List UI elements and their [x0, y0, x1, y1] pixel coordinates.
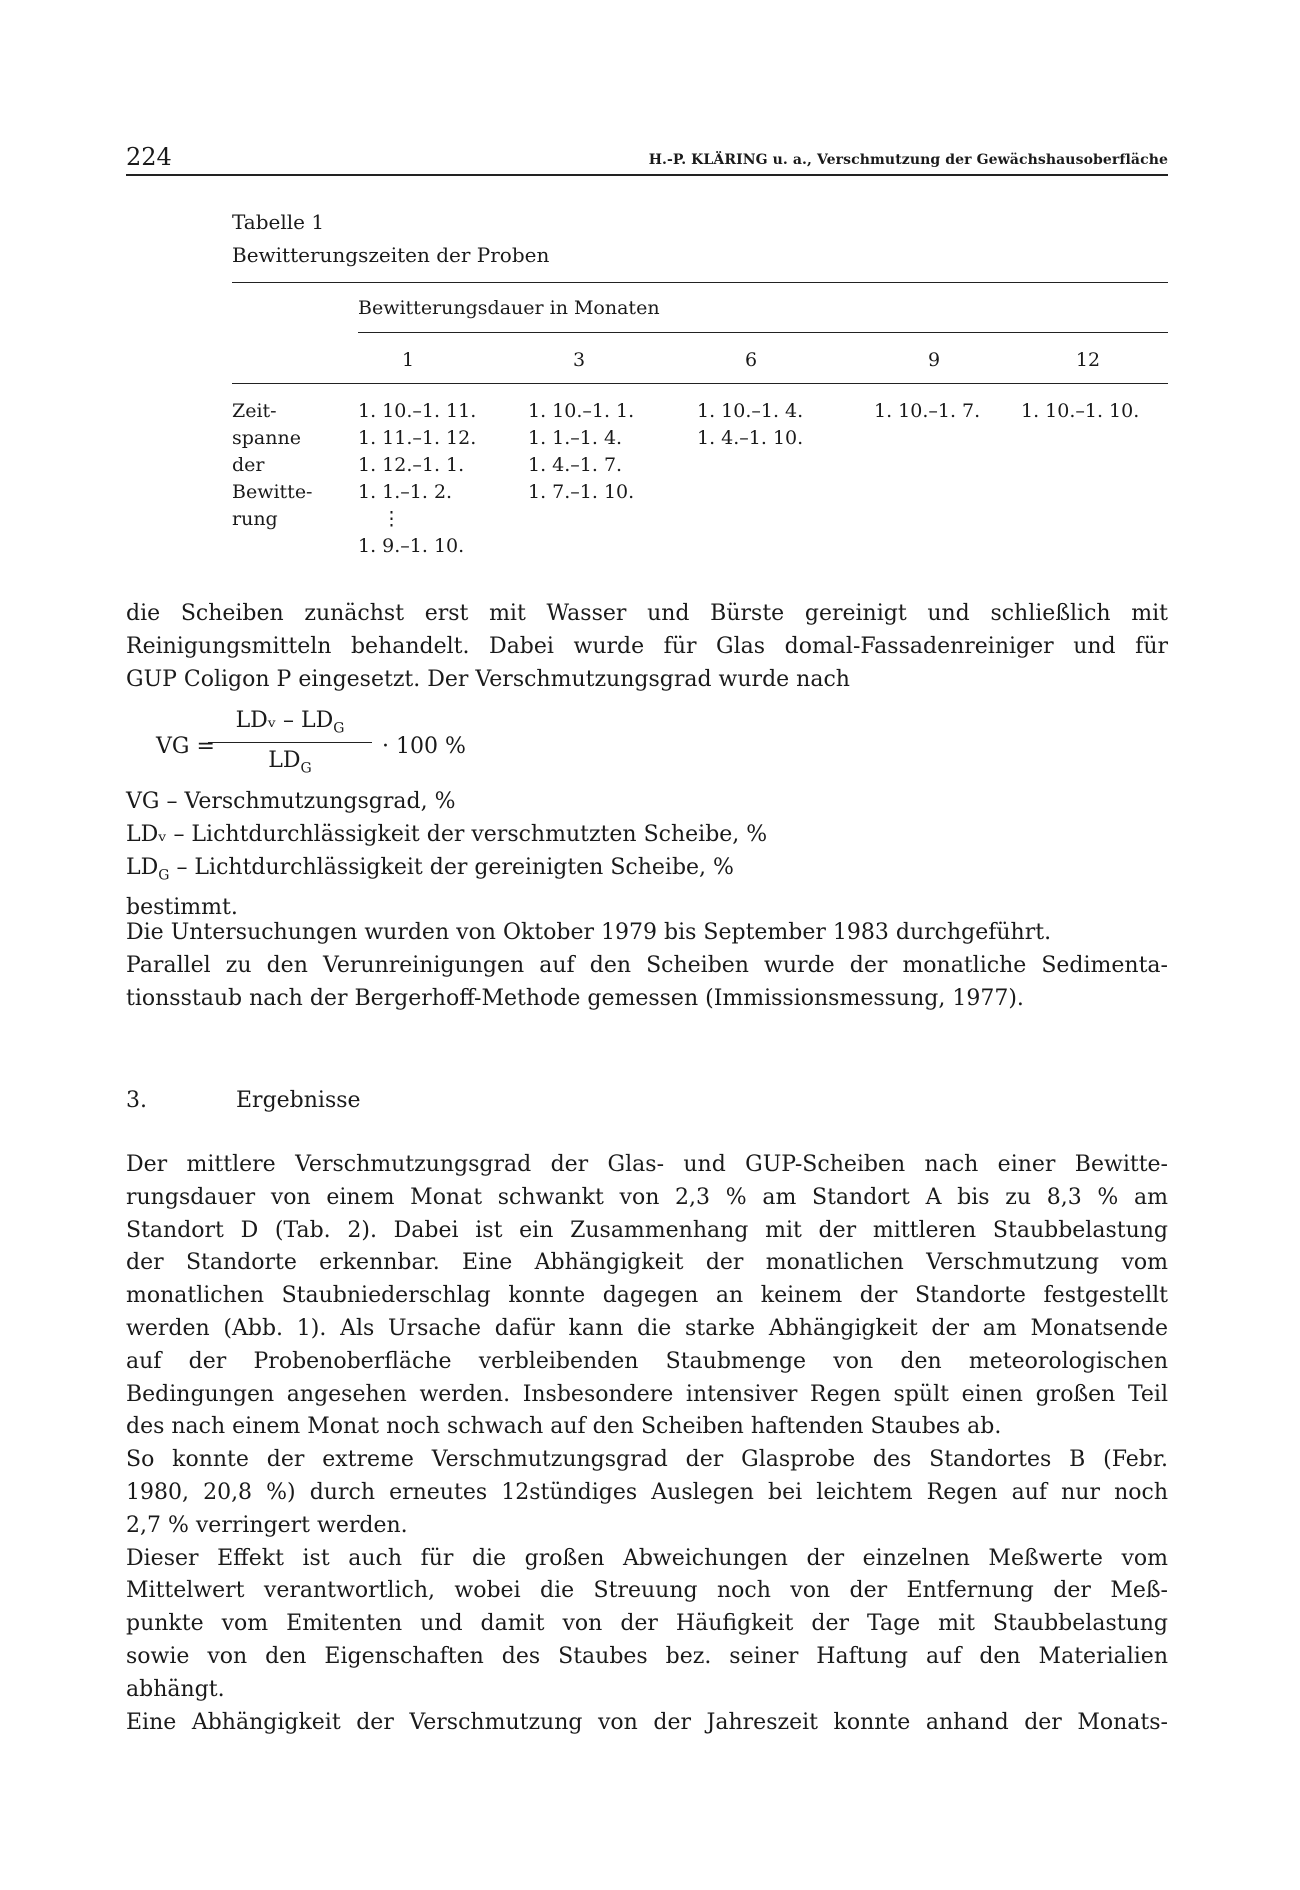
row-label: Zeit- spanne der Bewitte- rung	[232, 400, 313, 530]
column-12-cells: 1. 10.–1. 10.	[1021, 400, 1140, 422]
paragraph-period: Die Untersuchungen wurden von Oktober 1979 bis September 1983 durchgeführt. Parallel zu den Verunreinigungen auf den Scheiben wurde der monatliche Sedimenta- tionsstaub nach der Bergerhoff-Methode gemessen (Immissionsmessung, 1977).	[126, 920, 1168, 1011]
formula-vg: VG = LDᵥ – $LD_G$ $LD_G$ · 100 %	[156, 708, 466, 777]
running-title: H.-P. KLÄRING u. a., Verschmutzung der Gewächshausoberfläche	[648, 152, 1168, 168]
table-title: Bewitterungszeiten der Proben	[232, 243, 550, 267]
column-header-3: 3	[572, 349, 586, 371]
column-header-1: 1	[401, 349, 415, 371]
section-number: 3.	[126, 1088, 147, 1113]
paragraph-cleaning: die Scheiben zunächst erst mit Wasser und Bürste gereinigt und schließlich mit Reinigungsmitteln behandelt. Dabei wurde für Glas domal-Fassadenreiniger und für GUP Coligon P eingesetzt. Der Verschmutzungsgrad wurde nach	[126, 601, 1168, 692]
column-header-6: 6	[744, 349, 758, 371]
running-head	[126, 143, 1168, 176]
column-1-cells: 1. 10.–1. 11. 1. 11.–1. 12. 1. 12.–1. 1. 1. 1.–1. 2. ⋮ 1. 9.–1. 10.	[358, 400, 477, 557]
table-group-header: Bewitterungsdauer in Monaten	[358, 297, 660, 319]
column-9-cells: 1. 10.–1. 7.	[874, 400, 981, 422]
column-header-12: 12	[1075, 349, 1101, 371]
column-6-cells: 1. 10.–1. 4. 1. 4.–1. 10.	[697, 400, 804, 449]
paragraph-results: Der mittlere Verschmutzungsgrad der Glas- und GUP-Scheiben nach einer Bewitte- rungsdauer von einem Monat schwankt von 2,3 % am Standort A bis zu 8,3 % am Standort D (Tab. 2). Dabei ist ein Zusammenhang mit der mittleren Staubbelastung der Standorte erkennbar. Eine Abhängigkeit der monatlichen Verschmutzung vom monatlichen Staubniederschlag konnte dagegen an keinem der Standorte festgestellt werden (Abb. 1). Als Ursache dafür kann die starke Abhängigkeit der am Monatsende auf der Probenoberfläche verbleibenden Staubmenge von den meteorologischen Bedingungen angesehen werden. Insbesondere intensiver Regen spült einen großen Teil des nach einem Monat noch schwach auf den Scheiben haftenden Staubes ab. So konnte der extreme Verschmutzungsgrad der Glasprobe des Standortes B (Febr. 1980, 20,8 %) durch erneutes 12stündiges Auslegen bei leichtem Regen auf nur noch 2,7 % verringert werden. Dieser Effekt ist auch für die großen Abweichungen der einzelnen Meßwerte vom Mittelwert verantwortlich, wobei die Streuung noch von der Entfernung der Meß- punkte vom Emitenten und damit von der Häufigkeit der Tage mit Staubbelastung sowie von den Eigenschaften des Staubes bez. seiner Haftung auf den Materialien abhängt. Eine Abhängigkeit der Verschmutzung von der Jahreszeit konnte anhand der Monats-	[126, 1152, 1168, 1735]
formula-definitions: VG – Verschmutzungsgrad, % LDᵥ – Lichtdurchlässigkeit der verschmutzten Scheibe, % $LD_G$ – Lichtdurchlässigkeit der gereinigten Scheibe, % bestimmt.	[126, 789, 768, 920]
table-header-rule	[232, 383, 1168, 384]
table-caption	[232, 206, 549, 272]
section-title: Ergebnisse	[236, 1088, 361, 1113]
page-number: 224	[126, 143, 172, 171]
table-top-rule	[232, 282, 1168, 283]
table-group-rule	[358, 332, 1168, 333]
column-3-cells: 1. 10.–1. 1. 1. 1.–1. 4. 1. 4.–1. 7. 1. 7.–1. 10.	[528, 400, 635, 503]
column-header-9: 9	[927, 349, 941, 371]
table-label: Tabelle 1	[232, 210, 325, 234]
